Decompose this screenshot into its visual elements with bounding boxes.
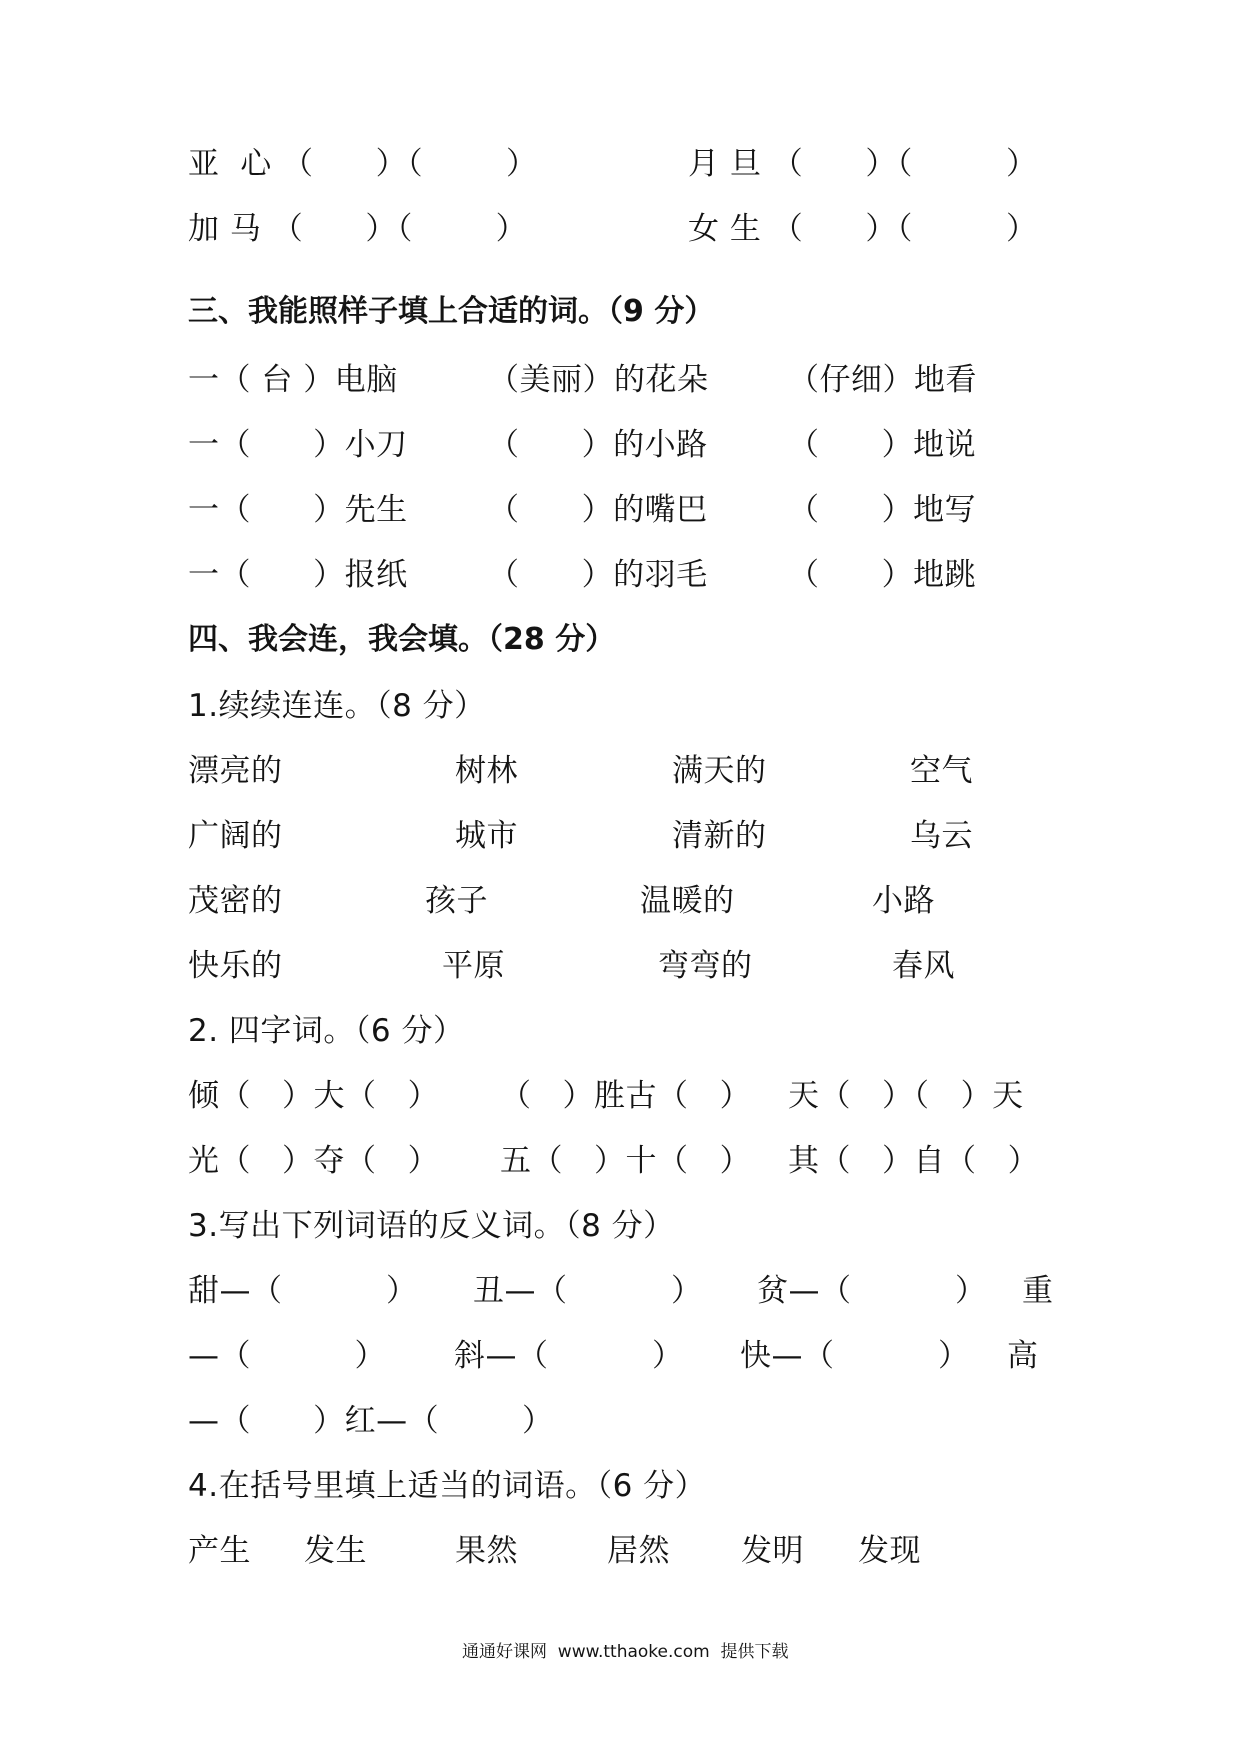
q1-row-3-col-4: 小路 [872,883,935,919]
q1-row-4-col-3: 弯弯的 [658,948,753,984]
q3-line-1-col-4: 重 [1022,1273,1054,1309]
q3-line-1-col-2: 丑—（ ） [473,1273,703,1309]
word-row-2-right: 女 生 （ ）（ ） [688,211,1038,247]
s3-row-4-col-2: （ ）的羽毛 [488,557,708,593]
q1-row-1-col-3: 满天的 [672,753,767,789]
q1-row-3-col-3: 温暖的 [640,883,735,919]
q1-row-4-col-4: 春风 [892,948,955,984]
q3-line-2-col-2: 斜—（ ） [454,1338,684,1374]
q1-row-4-col-1: 快乐的 [188,948,283,984]
q4-word-6: 发现 [858,1533,921,1569]
s3-row-2-col-3: （ ）地说 [788,427,977,463]
s3-row-1-col-1: 一（ 台 ）电脑 [188,362,398,398]
q1-row-2-col-2: 城市 [455,818,518,854]
q4-title: 4.在括号里填上适当的词语。（6 分） [188,1468,707,1504]
q3-line-2-col-4: 高 [1007,1338,1039,1374]
q1-row-3-col-1: 茂密的 [188,883,283,919]
q4-word-5: 发明 [741,1533,804,1569]
q3-line-2-col-3: 快—（ ） [740,1338,970,1374]
q2-title: 2. 四字词。（6 分） [188,1013,465,1049]
word-row-1-right: 月 旦 （ ）（ ） [688,146,1038,182]
q3-title: 3.写出下列词语的反义词。（8 分） [188,1208,675,1244]
q1-row-1-col-1: 漂亮的 [188,753,283,789]
s3-row-3-col-2: （ ）的嘴巴 [488,492,708,528]
s3-row-4-col-3: （ ）地跳 [788,557,977,593]
q1-title: 1.续续连连。（8 分） [188,688,486,724]
q1-row-1-col-2: 树林 [455,753,518,789]
s3-row-4-col-1: 一（ ）报纸 [188,557,408,593]
q1-row-2-col-3: 清新的 [672,818,767,854]
footer-text: 通通好课网 www.tthaoke.com 提供下载 [462,1642,789,1662]
s3-row-1-col-2: （美丽）的花朵 [488,362,709,398]
word-row-2-left: 加 马 （ ）（ ） [188,211,528,247]
section-3-title: 三、我能照样子填上合适的词。（9 分） [188,294,715,329]
q4-word-4: 居然 [607,1533,670,1569]
q2-row-1-col-2: （ ）胜古（ ） [500,1078,752,1114]
q4-word-2: 发生 [304,1533,367,1569]
s3-row-1-col-3: （仔细）地看 [788,362,977,398]
q3-line-1-col-3: 贫—（ ） [757,1273,987,1309]
section-4-title: 四、我会连，我会填。（28 分） [188,622,616,657]
q3-line-2-col-1: —（ ） [188,1338,387,1374]
q2-row-2-col-3: 其（ ）自（ ） [788,1143,1040,1179]
word-row-1-left: 亚 心 （ ）（ ） [188,146,538,182]
s3-row-2-col-1: 一（ ）小刀 [188,427,408,463]
q1-row-1-col-4: 空气 [910,753,973,789]
q1-row-4-col-2: 平原 [442,948,505,984]
q4-word-3: 果然 [455,1533,518,1569]
s3-row-3-col-3: （ ）地写 [788,492,977,528]
s3-row-3-col-1: 一（ ）先生 [188,492,408,528]
q1-row-2-col-4: 乌云 [910,818,973,854]
q2-row-1-col-1: 倾（ ）大（ ） [188,1078,440,1114]
q2-row-1-col-3: 天（ ）（ ）天 [788,1078,1024,1114]
q1-row-3-col-2: 孩子 [425,883,488,919]
q2-row-2-col-1: 光（ ）夺（ ） [188,1143,440,1179]
q3-line-3: —（ ）红—（ ） [188,1403,554,1439]
q2-row-2-col-2: 五（ ）十（ ） [500,1143,752,1179]
q3-line-1-col-1: 甜—（ ） [188,1273,418,1309]
q4-word-1: 产生 [188,1533,251,1569]
s3-row-2-col-2: （ ）的小路 [488,427,708,463]
q1-row-2-col-1: 广阔的 [188,818,283,854]
